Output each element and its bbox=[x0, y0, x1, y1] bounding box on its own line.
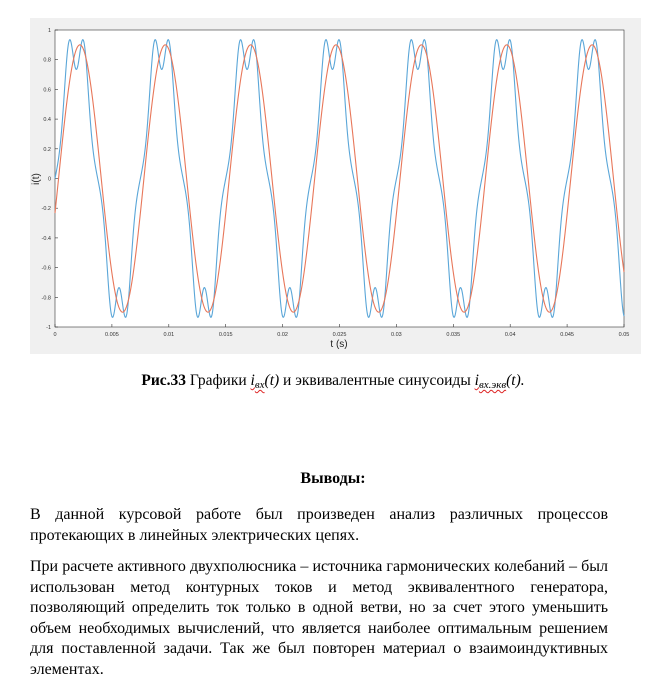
y-tick-label: -0.2 bbox=[41, 206, 51, 213]
y-tick-label: 1 bbox=[47, 28, 51, 34]
y-tick-label: -1 bbox=[46, 325, 51, 331]
y-tick-label: 0 bbox=[47, 176, 51, 183]
x-tick-label: 0.03 bbox=[391, 332, 402, 338]
x-tick-label: 0.005 bbox=[105, 332, 119, 338]
y-tick-label: 0.4 bbox=[43, 117, 51, 124]
figure-caption bbox=[0, 372, 666, 391]
caption-argument-1: (t) bbox=[264, 372, 280, 389]
caption-text-1: Графики bbox=[186, 372, 251, 389]
caption-figure-number: Рис.33 bbox=[141, 372, 187, 389]
x-axis-label: t (s) bbox=[330, 339, 348, 350]
caption-subscript-2: вх.экв bbox=[478, 379, 507, 391]
caption-symbol-1: i bbox=[250, 372, 255, 389]
x-tick-label: 0.025 bbox=[332, 332, 347, 338]
y-tick-label: 0.2 bbox=[43, 146, 51, 153]
caption-subscript-1: вх bbox=[254, 379, 265, 391]
y-tick-label: -0.8 bbox=[41, 295, 51, 302]
x-tick-label: 0.02 bbox=[277, 332, 288, 338]
y-tick-label: -0.6 bbox=[41, 265, 51, 272]
x-tick-label: 0 bbox=[53, 332, 57, 338]
x-tick-label: 0.015 bbox=[218, 332, 233, 338]
caption-symbol-2: i bbox=[474, 372, 479, 389]
figure bbox=[30, 18, 641, 354]
x-tick-label: 0.05 bbox=[618, 332, 630, 338]
x-tick-label: 0.04 bbox=[504, 332, 516, 338]
conclusion-paragraph-1: В данной курсовой работе был произведен анализ различных процессов протекающих в линейных электрических цепях. bbox=[30, 506, 608, 544]
x-tick-label: 0.035 bbox=[446, 332, 461, 338]
x-tick-label: 0.01 bbox=[163, 332, 175, 338]
caption-text-2: и эквивалентные синусоиды bbox=[279, 372, 475, 389]
section-heading: Выводы: bbox=[300, 470, 366, 487]
chart bbox=[30, 18, 641, 354]
y-tick-label: 0.6 bbox=[43, 87, 51, 94]
y-tick-label: 0.8 bbox=[43, 57, 51, 64]
conclusion-paragraph-2: При расчете активного двухполюсника – источника гармонических колебаний – был использован метод контурных токов и метод эквивалентного генератора, позволяющий определить ток только в одной ветви, но за счет этого уменьшить объем необходимых вычислений, что является наиболее оптимальным решением для поставленной задачи. Так же был повторен материал о взаимоиндуктивных элементах. bbox=[30, 558, 608, 678]
x-tick-label: 0.045 bbox=[560, 332, 574, 338]
y-tick-label: -0.4 bbox=[41, 235, 51, 242]
y-axis-label: i(t) bbox=[31, 173, 42, 185]
caption-argument-2: (t). bbox=[506, 372, 525, 389]
